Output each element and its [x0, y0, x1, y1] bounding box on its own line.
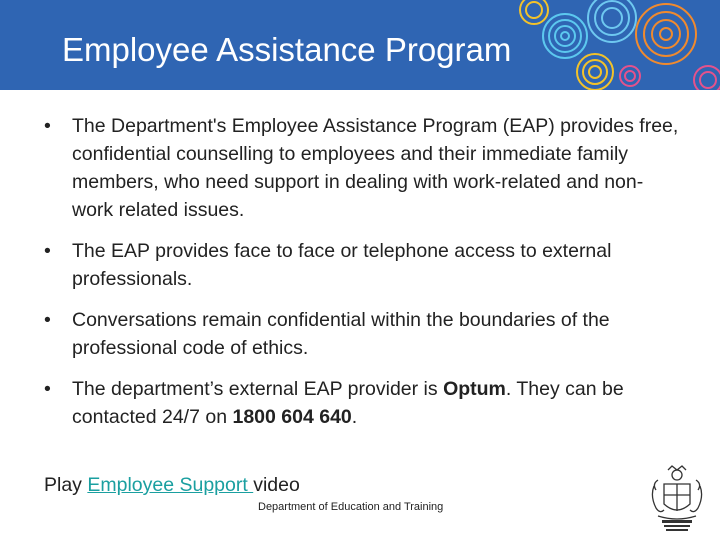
queensland-government-crest-icon: [646, 462, 708, 534]
page-title: Employee Assistance Program: [62, 31, 512, 68]
list-item: [44, 306, 680, 362]
bullet-text-middle: . They can be contacted 24/7 on: [72, 378, 624, 428]
bullet-marker: •: [44, 378, 51, 400]
bullet-text: Conversations remain confidential within the boundaries of the professional code of ethics.: [72, 309, 610, 359]
list-item: [44, 375, 680, 431]
video-prefix: Play: [44, 474, 88, 496]
phone-number: 1800 604 640: [232, 406, 352, 428]
bullet-list: [44, 112, 680, 444]
list-item: [44, 237, 680, 293]
bullet-text: The Department's Employee Assistance Program (EAP) provides free, confidential counselling to employees and their immediate family members, who need support in dealing with work-related and non-work related issues.: [72, 115, 679, 221]
bullet-marker: •: [44, 115, 51, 137]
bullet-marker: •: [44, 240, 51, 262]
video-suffix: video: [253, 474, 300, 496]
list-item: [44, 112, 680, 224]
slide-header: [0, 0, 720, 90]
bullet-marker: •: [44, 309, 51, 331]
employee-support-video-link[interactable]: Employee Support: [87, 474, 254, 496]
video-line: [44, 472, 300, 498]
bullet-text-end: .: [351, 406, 358, 428]
provider-name: Optum: [443, 378, 506, 400]
bullet-text: The EAP provides face to face or telephone access to external professionals.: [72, 240, 612, 290]
department-name: Department of Education and Training: [258, 501, 444, 513]
bullet-text-start: The department’s external EAP provider is: [72, 378, 444, 400]
